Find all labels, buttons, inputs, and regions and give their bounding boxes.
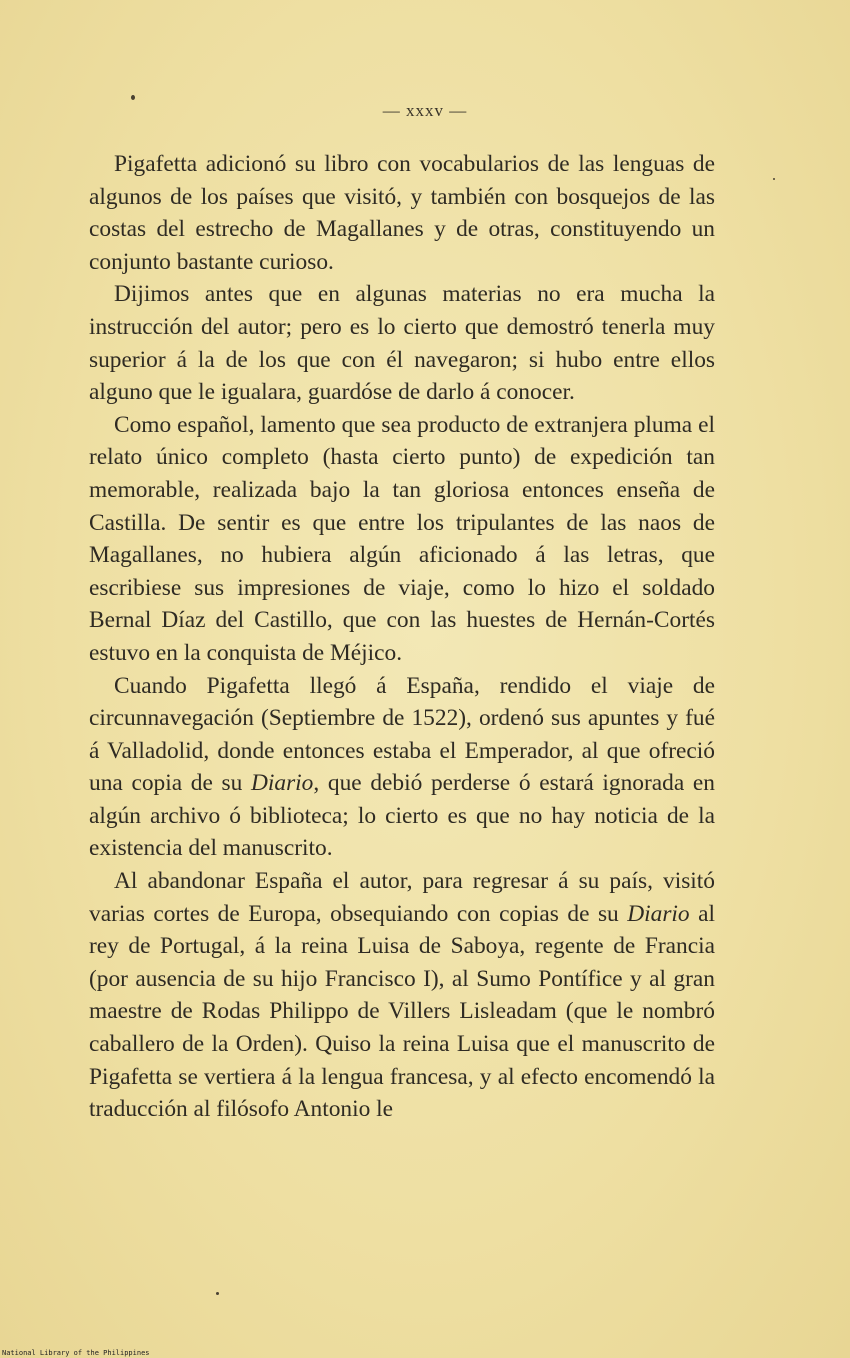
paragraph-5 (89, 865, 715, 1126)
paragraph-4-text-end: , que debió perderse ó estará ignorada en algún archivo ó biblioteca; lo cierto es que no hay noticia de la existencia del manuscrito. (89, 770, 715, 862)
body-text (89, 148, 715, 1126)
paragraph-5-text-end: al rey de Portugal, á la reina Luisa de Saboya, regente de Francia (por ausencia de su hijo Francisco I), al Sumo Pontífice y al gran maestre de Rodas Philippo de Villers Lisleadam (que le nombró caballero de la Orden). Quiso la reina Luisa que el manuscrito de Pigafetta se vertiera á la lengua francesa, y al efecto encomendó la traducción al filósofo Antonio le (89, 900, 715, 1123)
paragraph-4 (89, 670, 715, 866)
paragraph-5-text-start: Al abandonar España el autor, para regresar á su país, visitó varias cortes de Europa, obsequiando con copias de su (89, 868, 715, 927)
library-credit: National Library of the Philippines (2, 1349, 150, 1357)
page-number: — xxxv — (382, 101, 468, 120)
ink-speck (131, 95, 135, 100)
paragraph-3: Como español, lamento que sea producto de extranjera pluma el relato único completo (hasta cierto punto) de expedición tan memorable, realizada bajo la tan gloriosa entonces enseña de Castilla. De sentir es que entre los tripulantes de las naos de Magallanes, no hubiera algún aficionado á las letras, que escribiese sus impresiones de viaje, como lo hizo el soldado Bernal Díaz del Castillo, que con las huestes de Hernán-Cortés estuvo en la conquista de Méjico. (89, 411, 715, 666)
paragraph-2: Dijimos antes que en algunas materias no era mucha la instrucción del autor; pero es lo cierto que demostró tenerla muy superior á la de los que con él navegaron; si hubo entre ellos alguno que le igualara, guardóse de darlo á conocer. (89, 281, 715, 406)
paragraph-4-text-start: Cuando Pigafetta llegó á España, rendido el viaje de circunnavegación (Septiembre de 1522), ordenó sus apuntes y fué á Valladolid, donde entonces estaba el Emperador, al que ofreció una copia de su (89, 672, 715, 797)
paragraph-5-italic-title: Diario (627, 900, 690, 927)
ink-speck (773, 178, 775, 180)
paragraph-1: Pigafetta adicionó su libro con vocabularios de las lenguas de algunos de los países que visitó, y también con bosquejos de las costas del estrecho de Magallanes y de otras, constituyendo un conjunto bastante curioso. (89, 151, 715, 275)
ink-speck (216, 1292, 219, 1295)
paragraph-4-italic-title: Diario (250, 770, 314, 797)
